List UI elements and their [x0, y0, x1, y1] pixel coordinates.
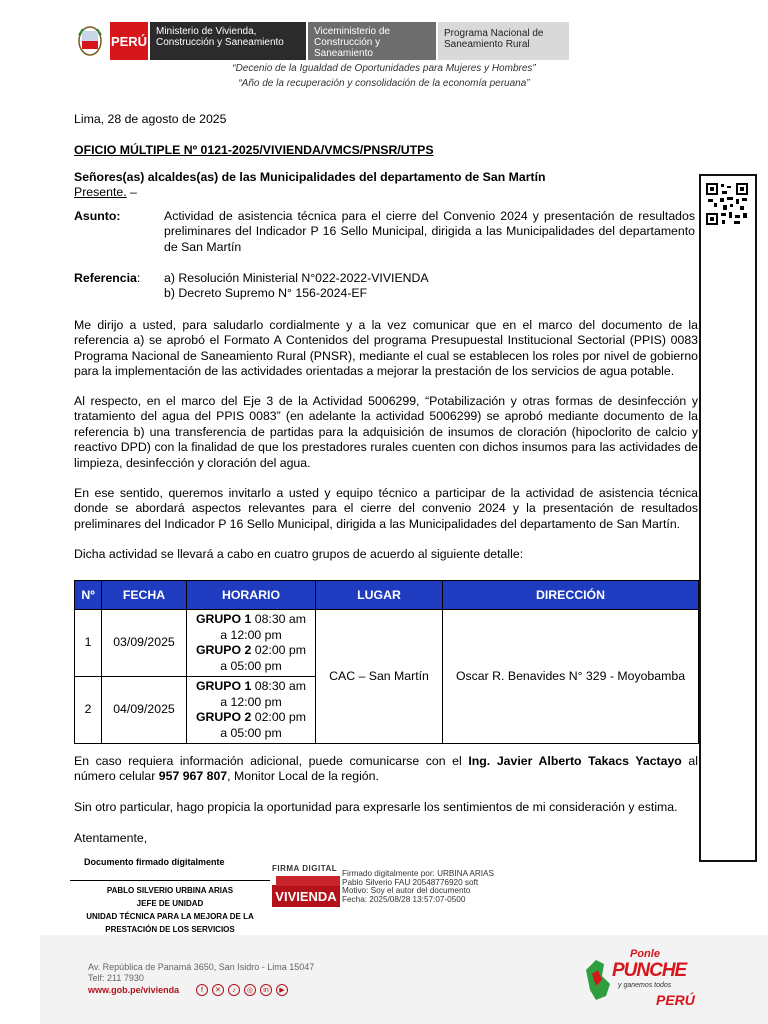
peru-logo: PERÚ: [110, 22, 148, 60]
signer-line-2: UNIDAD TÉCNICA PARA LA MEJORA DE LA: [86, 912, 254, 921]
paragraph-6: Sin otro particular, hago propicia la oportunidad para expresarle los sentimientos de mi consideración y estima.: [74, 800, 678, 814]
instagram-icon[interactable]: ◎: [244, 984, 256, 996]
cell-fecha: 03/09/2025: [102, 610, 187, 677]
cell-fecha: 04/09/2025: [102, 677, 187, 744]
youtube-icon[interactable]: ▶: [276, 984, 288, 996]
qr-code-icon: [705, 182, 749, 226]
viceministerio-label: Viceministerio de Construcción y Saneamiento: [308, 22, 436, 60]
oficio-number: OFICIO MÚLTIPLE Nº 0121-2025/VIVIENDA/VMCS/PNSR/UTPS: [74, 143, 434, 157]
linkedin-icon[interactable]: in: [260, 984, 272, 996]
tiktok-icon[interactable]: ♪: [228, 984, 240, 996]
asunto-label: Asunto:: [74, 209, 121, 223]
grupo-1-time: 08:30 am a 12:00 pm: [220, 612, 307, 642]
ponle-text-2: PUNCHE: [612, 960, 687, 981]
firmado-digitalmente: Documento firmado digitalmente: [84, 857, 225, 867]
p5-text-b: al número celular: [74, 754, 698, 784]
grupo-1-time: 08:30 am a 12:00 pm: [220, 679, 307, 709]
header-logos: [74, 22, 569, 60]
firma-info: [342, 870, 494, 904]
ministry-mini-logo: [276, 876, 340, 886]
grupo-1-label: GRUPO 1: [195, 612, 252, 626]
paragraph-5: [74, 754, 698, 785]
p5-text-c: , Monitor Local de la región.: [227, 769, 379, 784]
anio-line: “Año de la recuperación y consolidación de la economía peruana”: [238, 78, 530, 89]
footer-phone: Telf: 211 7930: [88, 973, 144, 983]
grupo-2-time: 02:00 pm a 05:00 pm: [220, 710, 307, 740]
referencia-b: b) Decreto Supremo N° 156-2024-EF: [164, 286, 368, 300]
header-horario: HORARIO: [187, 581, 316, 610]
coat-of-arms-icon: [74, 22, 106, 60]
firma-digital-label: FIRMA DIGITAL: [272, 864, 338, 873]
contact-phone: 957 967 807: [158, 769, 228, 784]
referencia-label-line: [74, 271, 164, 286]
ponle-text-1: Ponle: [630, 948, 660, 960]
signer-line-3: PRESTACIÓN DE LOS SERVICIOS: [105, 925, 235, 934]
presente-line: [74, 185, 698, 200]
paragraph-3: En ese sentido, queremos invitarlo a usted y equipo técnico a participar de la actividad de asistencia técnica donde se abordará aspectos relevantes para el cierre del convenio 2024 y la presentación de resultados preliminares del Indicador P 16 Sello Municipal, dirigida a las Municipalidades del departamento de San Martín.: [74, 486, 698, 531]
paragraph-2: Al respecto, en el marco del Eje 3 de la Actividad 5006299, “Potabilización y otras formas de desinfección y tratamiento del agua del PPIS 0083” (en adelante la actividad 5006299) se aprobó mediante documento de la referencia b) una transferencia de partidas para la adquisición de insumos de cloración (hipoclorito de calcio y reactivo DPD) con la finalidad de que los prestadores rurales cuenten con dichos insumos para las actividades de limpieza, desinfección y cloración del agua.: [74, 394, 698, 470]
header-direccion: DIRECCIÓN: [443, 581, 699, 610]
recipient: Señores(as) alcaldes(as) de las Municipalidades del departamento de San Martín: [74, 170, 546, 184]
table-row: [75, 610, 699, 677]
x-twitter-icon[interactable]: ✕: [212, 984, 224, 996]
footer-address-block: [88, 962, 314, 984]
footer-address: Av. República de Panamá 3650, San Isidro - Lima 15047: [88, 962, 315, 972]
programa-label: Programa Nacional de Saneamiento Rural: [438, 22, 569, 60]
referencia-label: Referencia: [74, 271, 137, 285]
verification-sidebar: [699, 174, 757, 862]
ponle-text-3: y ganemos todos: [618, 982, 672, 989]
activity-table: [74, 580, 699, 744]
cell-direccion: Oscar R. Benavides N° 329 - Moyobamba: [443, 610, 699, 744]
paragraph-4: Dicha actividad se llevará a cabo en cuatro grupos de acuerdo al siguiente detalle:: [74, 547, 524, 561]
footer-url-link[interactable]: www.gob.pe/vivienda: [88, 985, 180, 995]
cell-n: 1: [75, 610, 102, 677]
cell-lugar: CAC – San Martín: [316, 610, 443, 744]
header-fecha: FECHA: [102, 581, 187, 610]
header-n: Nº: [75, 581, 102, 610]
firma-info-2: Pablo Silverio FAU 20548776920 soft: [342, 877, 479, 887]
letter-date: Lima, 28 de agosto de 2025: [74, 112, 227, 126]
cell-horario: [187, 677, 316, 744]
grupo-1-label: GRUPO 1: [195, 679, 252, 693]
firma-info-4: Fecha: 2025/08/28 13:57:07-0500: [342, 894, 466, 904]
referencia-a: a) Resolución Ministerial N°022-2022-VIVIENDA: [164, 271, 429, 285]
grupo-2-label: GRUPO 2: [195, 710, 252, 724]
signature-line: [70, 880, 270, 881]
contact-name: Ing. Javier Alberto Takacs Yactayo: [468, 754, 682, 768]
paragraph-1: Me dirijo a usted, para saludarlo cordialmente y a la vez comunicar que en el marco del documento de la referencia a) se aprobó el Formato A Contenidos del programa Presupuestal Institucional Sectorial (PPIS) 0083 Programa Nacional de Saneamiento Rural (PNSR), mediante el cual se establecen los roles por nivel de gobierno para la implementación de las actividades orientadas a mejorar la prestación de los servicios de agua potable.: [74, 318, 698, 379]
grupo-2-label: GRUPO 2: [195, 643, 252, 657]
ponle-punche-logo: [582, 948, 695, 1014]
decenio-line: “Decenio de la Igualdad de Oportunidades para Mujeres y Hombres”: [232, 63, 536, 74]
facebook-icon[interactable]: f: [196, 984, 208, 996]
vivienda-logo: VIVIENDA: [272, 885, 340, 907]
firma-info-3: Motivo: Soy el autor del documento: [342, 886, 471, 895]
ponle-text-4: PERÚ: [656, 992, 695, 1008]
presente: Presente.: [74, 185, 127, 199]
p5-text-a: En caso requiera información adicional, puede comunicarse con el: [74, 754, 469, 768]
cell-n: 2: [75, 677, 102, 744]
presente-dash: –: [126, 185, 137, 199]
cell-horario: [187, 610, 316, 677]
referencia-colon: :: [136, 271, 141, 285]
closing: Atentamente,: [74, 831, 148, 845]
firma-info-1: Firmado digitalmente por: URBINA ARIAS: [342, 869, 494, 878]
grupo-2-time: 02:00 pm a 05:00 pm: [220, 643, 307, 673]
ministerio-label: Ministerio de Vivienda, Construcción y Saneamiento: [150, 22, 306, 60]
table-header-row: [75, 581, 699, 610]
signer-name: PABLO SILVERIO URBINA ARIAS: [106, 886, 234, 895]
asunto-text: Actividad de asistencia técnica para el cierre del Convenio 2024 y presentación de resultados preliminares del Indicador P 16 Sello Municipal, dirigida a las Municipalidades del departamento de San Martín: [164, 209, 695, 254]
header-lugar: LUGAR: [316, 581, 443, 610]
signer-line-1: JEFE DE UNIDAD: [136, 899, 204, 908]
